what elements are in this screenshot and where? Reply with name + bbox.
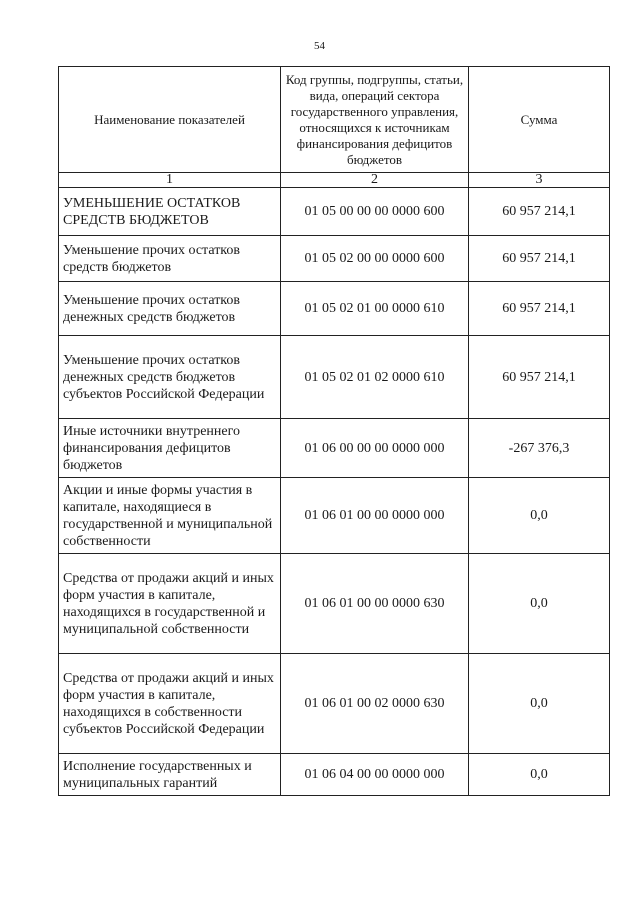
row-name: Исполнение государственных и муниципальных гарантий (59, 754, 281, 796)
column-number-3: 3 (469, 173, 610, 188)
row-sum: 60 957 214,1 (469, 336, 610, 419)
row-sum: 0,0 (469, 478, 610, 554)
column-number-1: 1 (59, 173, 281, 188)
table-row (59, 754, 610, 796)
header-sum: Сумма (469, 67, 610, 173)
row-sum: -267 376,3 (469, 419, 610, 478)
row-sum: 60 957 214,1 (469, 188, 610, 236)
row-code: 01 06 01 00 00 0000 630 (281, 554, 469, 654)
row-name: Иные источники внутреннего финансирования дефицитов бюджетов (59, 419, 281, 478)
table-row (59, 554, 610, 654)
row-sum: 0,0 (469, 754, 610, 796)
row-code: 01 06 01 00 02 0000 630 (281, 654, 469, 754)
row-code: 01 05 00 00 00 0000 600 (281, 188, 469, 236)
table-row (59, 336, 610, 419)
row-sum: 0,0 (469, 554, 610, 654)
row-name: Акции и иные формы участия в капитале, находящиеся в государственной и муниципальной собственности (59, 478, 281, 554)
table-row (59, 419, 610, 478)
table-row (59, 282, 610, 336)
row-sum: 60 957 214,1 (469, 236, 610, 282)
header-code: Код группы, подгруппы, статьи, вида, операций сектора государственного управления, относящихся к источникам финансирования дефицитов бюджетов (281, 67, 469, 173)
table-row (59, 478, 610, 554)
budget-sources-table (58, 66, 610, 796)
table-row (59, 654, 610, 754)
row-code: 01 06 04 00 00 0000 000 (281, 754, 469, 796)
row-name: Уменьшение прочих остатков денежных средств бюджетов субъектов Российской Федерации (59, 336, 281, 419)
row-code: 01 06 01 00 00 0000 000 (281, 478, 469, 554)
row-sum: 60 957 214,1 (469, 282, 610, 336)
row-code: 01 06 00 00 00 0000 000 (281, 419, 469, 478)
table-row (59, 188, 610, 236)
row-name: Средства от продажи акций и иных форм участия в капитале, находящихся в собственности субъектов Российской Федерации (59, 654, 281, 754)
header-name: Наименование показателей (59, 67, 281, 173)
row-name: Средства от продажи акций и иных форм участия в капитале, находящихся в государственной и муниципальной собственности (59, 554, 281, 654)
row-sum: 0,0 (469, 654, 610, 754)
row-name: УМЕНЬШЕНИЕ ОСТАТКОВ СРЕДСТВ БЮДЖЕТОВ (59, 188, 281, 236)
column-number-row (59, 173, 610, 188)
row-name: Уменьшение прочих остатков денежных средств бюджетов (59, 282, 281, 336)
header-row (59, 67, 610, 173)
column-number-2: 2 (281, 173, 469, 188)
row-code: 01 05 02 00 00 0000 600 (281, 236, 469, 282)
page-number: 54 (314, 40, 325, 52)
table-row (59, 236, 610, 282)
row-code: 01 05 02 01 00 0000 610 (281, 282, 469, 336)
row-name: Уменьшение прочих остатков средств бюджетов (59, 236, 281, 282)
row-code: 01 05 02 01 02 0000 610 (281, 336, 469, 419)
